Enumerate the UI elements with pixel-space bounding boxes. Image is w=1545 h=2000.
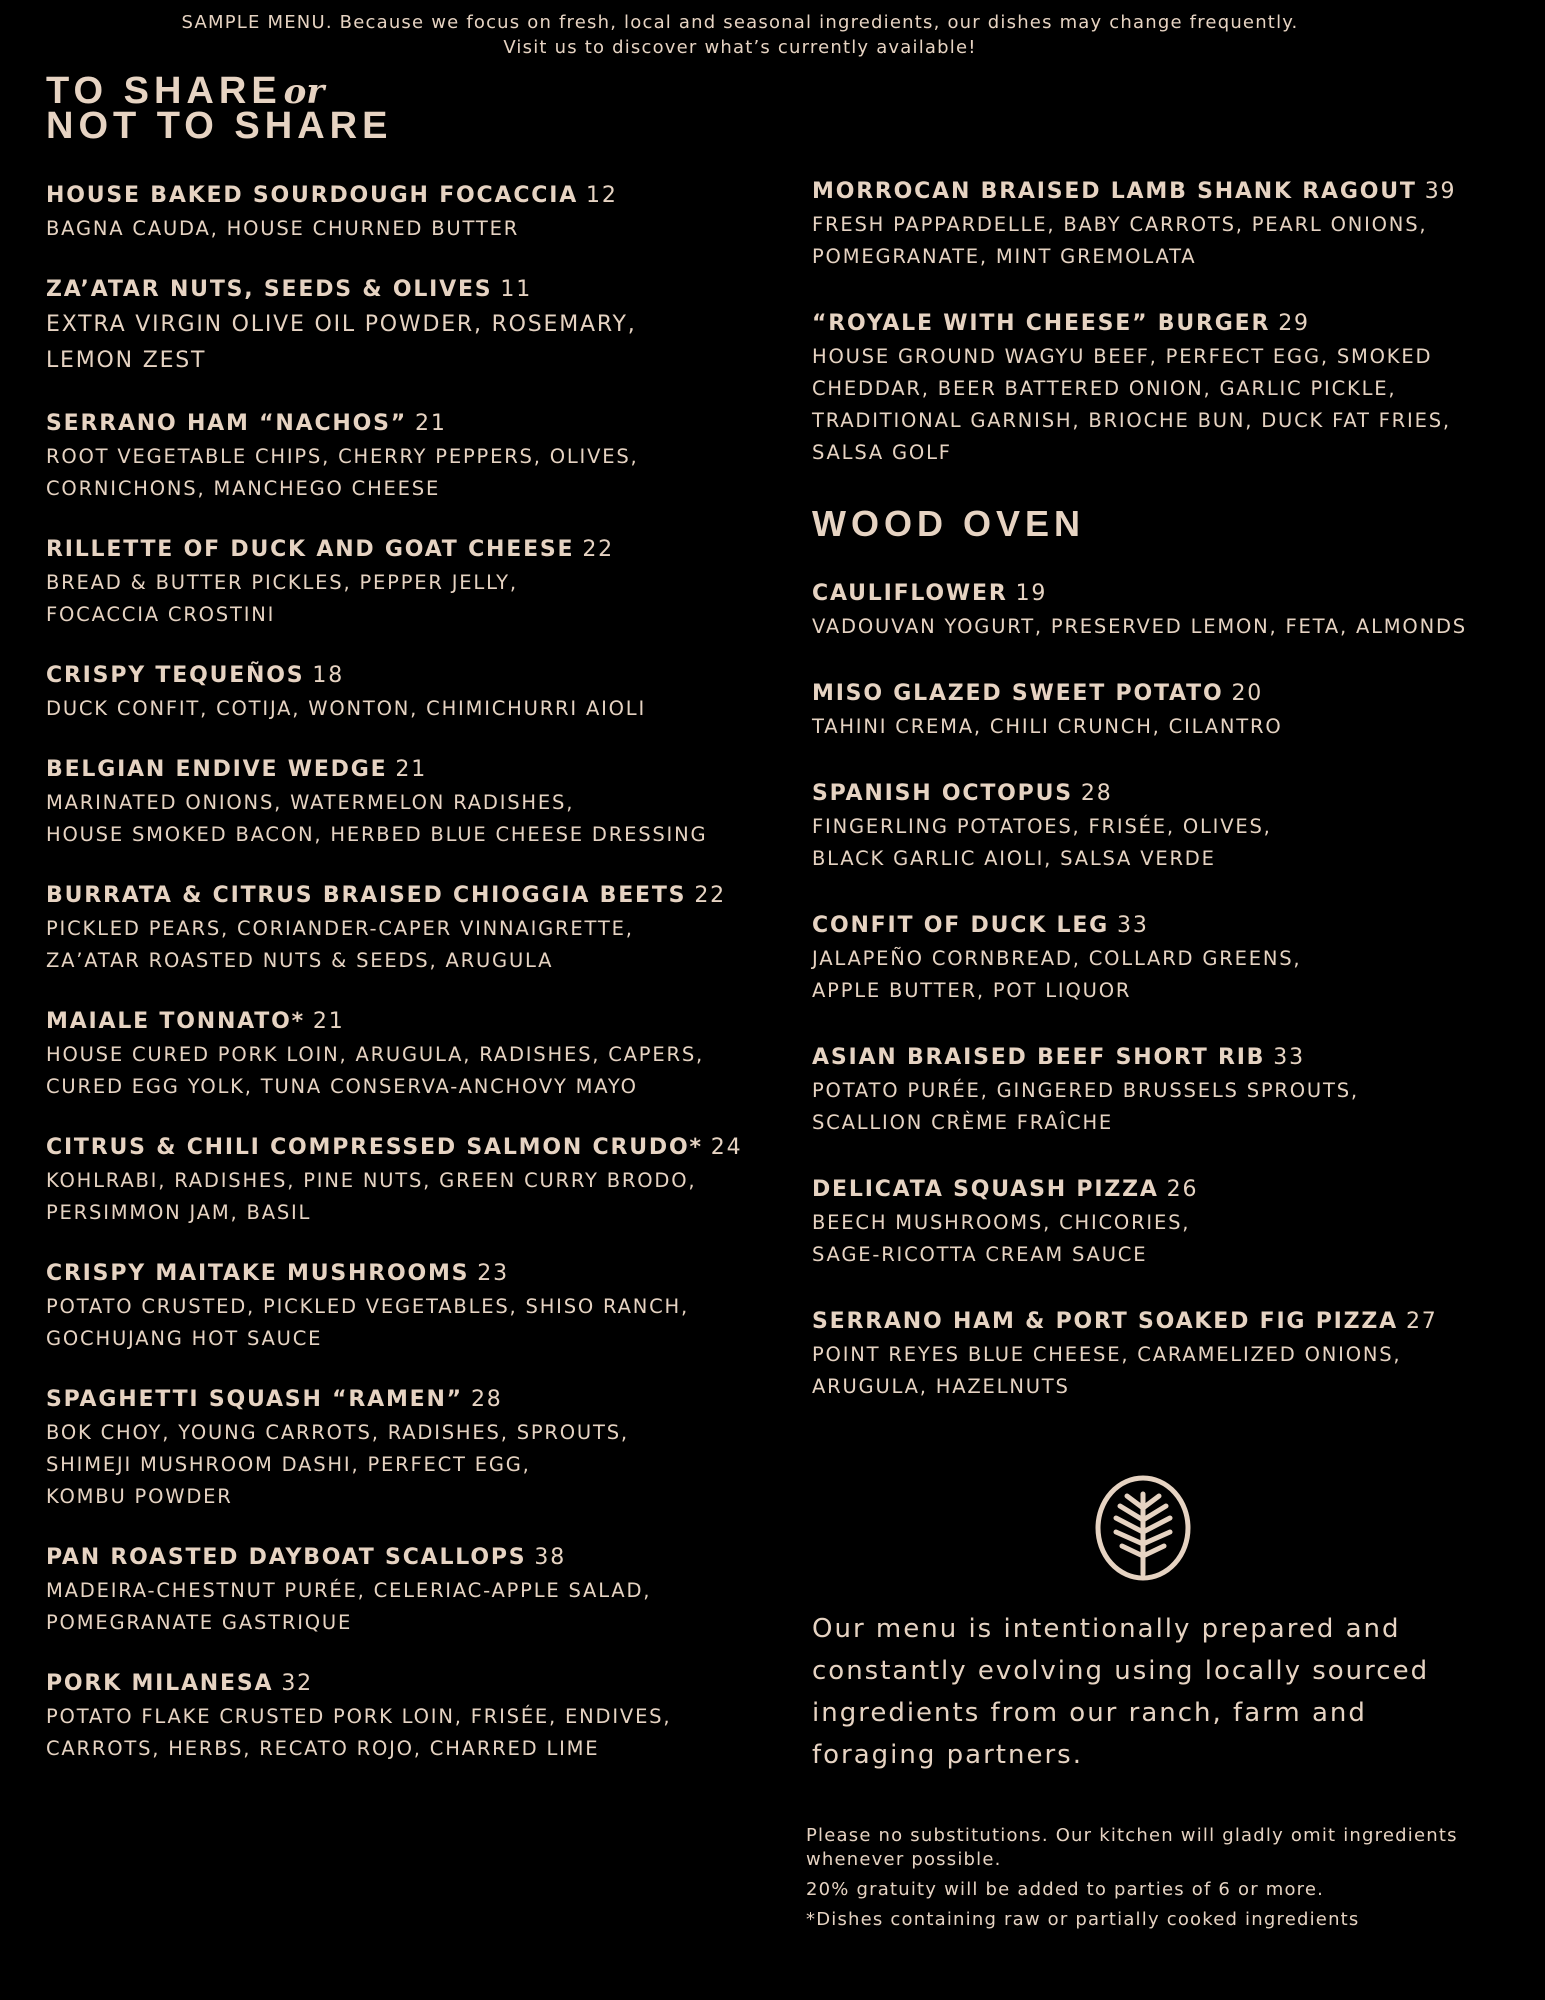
section-title-to-share bbox=[46, 70, 393, 147]
dish-price: 38 bbox=[534, 1545, 567, 1570]
description-line: APPLE BUTTER, POT LIQUOR bbox=[812, 979, 1132, 1002]
menu-item bbox=[46, 1005, 746, 1103]
dish-description bbox=[46, 1417, 746, 1513]
menu-item bbox=[46, 879, 746, 977]
title-or: or bbox=[283, 72, 325, 112]
description-line: CARROTS, HERBS, RECATO ROJO, CHARRED LIME bbox=[46, 1737, 600, 1760]
dish-name bbox=[46, 533, 746, 567]
mains-column bbox=[812, 175, 1512, 1437]
dish-price: 33 bbox=[1273, 1045, 1305, 1070]
dish-name bbox=[812, 1173, 1512, 1207]
dish-name bbox=[46, 1541, 746, 1575]
dish-description bbox=[46, 913, 746, 977]
dish-name bbox=[812, 909, 1512, 943]
dish-description bbox=[812, 711, 1512, 743]
description-line: BOK CHOY, YOUNG CARROTS, RADISHES, SPROUTS, bbox=[46, 1421, 629, 1444]
menu-item bbox=[812, 307, 1512, 469]
description-line: SALSA GOLF bbox=[812, 441, 952, 464]
fine-print bbox=[806, 1824, 1506, 1938]
dish-description bbox=[812, 341, 1512, 469]
dish-description bbox=[812, 209, 1512, 273]
tagline-line: Our menu is intentionally prepared and bbox=[812, 1614, 1401, 1644]
dish-description bbox=[812, 811, 1512, 875]
dish-description bbox=[812, 1075, 1512, 1139]
dish-description bbox=[46, 307, 746, 379]
dish-name bbox=[46, 879, 746, 913]
description-line: HOUSE SMOKED BACON, HERBED BLUE CHEESE DRESSING bbox=[46, 823, 708, 846]
dish-price: 26 bbox=[1166, 1177, 1199, 1202]
menu-item bbox=[812, 175, 1512, 273]
dish-description bbox=[46, 1575, 746, 1639]
dish-title: HOUSE BAKED SOURDOUGH FOCACCIA bbox=[46, 183, 579, 208]
wood-oven-heading: WOOD OVEN bbox=[812, 503, 1086, 544]
description-line: PICKLED PEARS, CORIANDER-CAPER VINNAIGRETTE, bbox=[46, 917, 634, 940]
menu-item bbox=[812, 577, 1512, 643]
dish-price: 28 bbox=[470, 1387, 503, 1412]
description-line: POINT REYES BLUE CHEESE, CARAMELIZED ONIONS, bbox=[812, 1343, 1402, 1366]
menu-tagline bbox=[812, 1608, 1452, 1776]
description-line: JALAPEÑO CORNBREAD, COLLARD GREENS, bbox=[812, 947, 1302, 970]
dish-title: CITRUS & CHILI COMPRESSED SALMON CRUDO* bbox=[46, 1135, 703, 1160]
description-line: FINGERLING POTATOES, FRISÉE, OLIVES, bbox=[812, 815, 1272, 838]
description-line: POTATO FLAKE CRUSTED PORK LOIN, FRISÉE, ENDIVES, bbox=[46, 1705, 672, 1728]
dish-description bbox=[812, 1207, 1512, 1271]
dish-description bbox=[46, 1039, 746, 1103]
dish-name bbox=[812, 1305, 1512, 1339]
dish-price: 19 bbox=[1015, 581, 1048, 606]
dish-name bbox=[46, 753, 746, 787]
menu-item bbox=[46, 533, 746, 631]
menu-item bbox=[812, 1173, 1512, 1271]
dish-title: SPAGHETTI SQUASH “RAMEN” bbox=[46, 1387, 463, 1412]
description-line: POMEGRANATE GASTRIQUE bbox=[46, 1611, 353, 1634]
description-line: SHIMEJI MUSHROOM DASHI, PERFECT EGG, bbox=[46, 1453, 531, 1476]
menu-item bbox=[46, 1383, 746, 1513]
title-part-2: NOT TO SHARE bbox=[46, 105, 393, 147]
dish-title: “ROYALE WITH CHEESE” BURGER bbox=[812, 311, 1271, 336]
dish-name bbox=[46, 659, 746, 693]
menu-item bbox=[46, 407, 746, 505]
description-line: SAGE-RICOTTA CREAM SAUCE bbox=[812, 1243, 1148, 1266]
menu-item bbox=[46, 179, 746, 245]
menu-item bbox=[46, 1541, 746, 1639]
description-line: GOCHUJANG HOT SAUCE bbox=[46, 1327, 323, 1350]
dish-title: SERRANO HAM “NACHOS” bbox=[46, 411, 408, 436]
description-line: ARUGULA, HAZELNUTS bbox=[812, 1375, 1070, 1398]
menu-item bbox=[812, 677, 1512, 743]
dish-name bbox=[812, 175, 1512, 209]
dish-price: 18 bbox=[312, 663, 345, 688]
dish-price: 22 bbox=[582, 537, 614, 562]
dish-name bbox=[812, 307, 1512, 341]
dish-description bbox=[46, 693, 746, 725]
description-line: CURED EGG YOLK, TUNA CONSERVA-ANCHOVY MAYO bbox=[46, 1075, 638, 1098]
dish-description bbox=[46, 567, 746, 631]
description-line: POTATO CRUSTED, PICKLED VEGETABLES, SHISO RANCH, bbox=[46, 1295, 690, 1318]
dish-title: SPANISH OCTOPUS bbox=[812, 781, 1073, 806]
dish-price: 28 bbox=[1080, 781, 1113, 806]
dish-description bbox=[812, 943, 1512, 1007]
dish-title: MORROCAN BRAISED LAMB SHANK RAGOUT bbox=[812, 179, 1417, 204]
dish-title: CAULIFLOWER bbox=[812, 581, 1008, 606]
dish-price: 12 bbox=[586, 183, 618, 208]
dish-name bbox=[812, 677, 1512, 711]
dish-title: PAN ROASTED DAYBOAT SCALLOPS bbox=[46, 1545, 527, 1570]
menu-item bbox=[46, 1667, 746, 1765]
dish-description bbox=[46, 1701, 746, 1765]
dish-name bbox=[46, 273, 746, 307]
description-line: EXTRA VIRGIN OLIVE OIL POWDER, ROSEMARY, bbox=[46, 312, 637, 337]
dish-name bbox=[46, 1667, 746, 1701]
substitutions-note: Please no substitutions. Our kitchen will gladly omit ingredients whenever possible. bbox=[806, 1825, 1458, 1870]
description-line: KOHLRABI, RADISHES, PINE NUTS, GREEN CURRY BRODO, bbox=[46, 1169, 697, 1192]
menu-item bbox=[812, 909, 1512, 1007]
dish-price: 39 bbox=[1424, 179, 1457, 204]
tagline-line: constantly evolving using locally sourced bbox=[812, 1656, 1430, 1686]
raw-ingredients-note: *Dishes containing raw or partially cooked ingredients bbox=[806, 1909, 1360, 1930]
description-line: DUCK CONFIT, COTIJA, WONTON, CHIMICHURRI AIOLI bbox=[46, 697, 647, 720]
description-line: ZA’ATAR ROASTED NUTS & SEEDS, ARUGULA bbox=[46, 949, 554, 972]
tagline-line: ingredients from our ranch, farm and bbox=[812, 1698, 1367, 1728]
description-line: BAGNA CAUDA, HOUSE CHURNED BUTTER bbox=[46, 217, 520, 240]
description-line: MADEIRA-CHESTNUT PURÉE, CELERIAC-APPLE SALAD, bbox=[46, 1579, 652, 1602]
dish-title: CONFIT OF DUCK LEG bbox=[812, 913, 1110, 938]
dish-description bbox=[46, 213, 746, 245]
dish-price: 11 bbox=[500, 277, 533, 302]
dish-description bbox=[46, 1165, 746, 1229]
menu-item bbox=[812, 1041, 1512, 1139]
notice-line-1: SAMPLE MENU. Because we focus on fresh, local and seasonal ingredients, our dishes may change frequently. bbox=[181, 12, 1299, 33]
description-line: CORNICHONS, MANCHEGO CHEESE bbox=[46, 477, 441, 500]
description-line: ROOT VEGETABLE CHIPS, CHERRY PEPPERS, OLIVES, bbox=[46, 445, 639, 468]
dish-title: ZA’ATAR NUTS, SEEDS & OLIVES bbox=[46, 277, 493, 302]
dish-name bbox=[812, 577, 1512, 611]
tagline-line: foraging partners. bbox=[812, 1740, 1083, 1770]
dish-name bbox=[46, 407, 746, 441]
dish-title: CRISPY TEQUEÑOS bbox=[46, 663, 305, 688]
description-line: LEMON ZEST bbox=[46, 348, 207, 373]
dish-title: ASIAN BRAISED BEEF SHORT RIB bbox=[812, 1045, 1266, 1070]
description-line: FOCACCIA CROSTINI bbox=[46, 603, 276, 626]
dish-description bbox=[812, 611, 1512, 643]
dish-title: BELGIAN ENDIVE WEDGE bbox=[46, 757, 388, 782]
mains-list bbox=[812, 175, 1512, 469]
description-line: BLACK GARLIC AIOLI, SALSA VERDE bbox=[812, 847, 1216, 870]
dish-price: 32 bbox=[281, 1671, 313, 1696]
dish-price: 21 bbox=[415, 411, 447, 436]
sample-menu-notice bbox=[0, 10, 1480, 60]
description-line: CHEDDAR, BEER BATTERED ONION, GARLIC PICKLE, bbox=[812, 377, 1397, 400]
menu-item bbox=[812, 777, 1512, 875]
description-line: HOUSE CURED PORK LOIN, ARUGULA, RADISHES, CAPERS, bbox=[46, 1043, 705, 1066]
dish-name bbox=[46, 1131, 746, 1165]
dish-description bbox=[46, 1291, 746, 1355]
dish-price: 21 bbox=[312, 1009, 345, 1034]
description-line: POTATO PURÉE, GINGERED BRUSSELS SPROUTS, bbox=[812, 1079, 1359, 1102]
description-line: POMEGRANATE, MINT GREMOLATA bbox=[812, 245, 1197, 268]
dish-description bbox=[46, 441, 746, 505]
description-line: MARINATED ONIONS, WATERMELON RADISHES, bbox=[46, 791, 575, 814]
dish-name bbox=[46, 1257, 746, 1291]
dish-name bbox=[812, 777, 1512, 811]
share-column bbox=[46, 179, 746, 1793]
dish-title: RILLETTE OF DUCK AND GOAT CHEESE bbox=[46, 537, 575, 562]
dish-title: MAIALE TONNATO* bbox=[46, 1009, 305, 1034]
description-line: PERSIMMON JAM, BASIL bbox=[46, 1201, 312, 1224]
dish-price: 29 bbox=[1278, 311, 1310, 336]
description-line: KOMBU POWDER bbox=[46, 1485, 233, 1508]
dish-name bbox=[46, 1005, 746, 1039]
dish-title: BURRATA & CITRUS BRAISED CHIOGGIA BEETS bbox=[46, 883, 687, 908]
description-line: BREAD & BUTTER PICKLES, PEPPER JELLY, bbox=[46, 571, 518, 594]
dish-price: 22 bbox=[694, 883, 726, 908]
dish-description bbox=[46, 787, 746, 851]
menu-item bbox=[46, 1131, 746, 1229]
dish-name bbox=[812, 1041, 1512, 1075]
description-line: BEECH MUSHROOMS, CHICORIES, bbox=[812, 1211, 1191, 1234]
description-line: FRESH PAPPARDELLE, BABY CARROTS, PEARL ONIONS, bbox=[812, 213, 1428, 236]
dish-name bbox=[46, 179, 746, 213]
leaf-icon bbox=[1094, 1474, 1192, 1582]
menu-item bbox=[46, 659, 746, 725]
description-line: HOUSE GROUND WAGYU BEEF, PERFECT EGG, SMOKED bbox=[812, 345, 1433, 368]
menu-item bbox=[46, 273, 746, 379]
wood-oven-list bbox=[812, 577, 1512, 1403]
description-line: TRADITIONAL GARNISH, BRIOCHE BUN, DUCK FAT FRIES, bbox=[812, 409, 1451, 432]
dish-price: 33 bbox=[1117, 913, 1149, 938]
title-part-1: TO SHARE bbox=[46, 70, 282, 112]
dish-price: 21 bbox=[395, 757, 428, 782]
dish-title: MISO GLAZED SWEET POTATO bbox=[812, 681, 1224, 706]
dish-price: 23 bbox=[477, 1261, 509, 1286]
menu-item bbox=[812, 1305, 1512, 1403]
gratuity-note: 20% gratuity will be added to parties of 6 or more. bbox=[806, 1879, 1325, 1900]
description-line: SCALLION CRÈME FRAÎCHE bbox=[812, 1111, 1114, 1134]
dish-price: 20 bbox=[1231, 681, 1264, 706]
menu-item bbox=[46, 753, 746, 851]
menu-item bbox=[46, 1257, 746, 1355]
dish-price: 27 bbox=[1405, 1309, 1438, 1334]
description-line: VADOUVAN YOGURT, PRESERVED LEMON, FETA, ALMONDS bbox=[812, 615, 1467, 638]
dish-name bbox=[46, 1383, 746, 1417]
dish-title: DELICATA SQUASH PIZZA bbox=[812, 1177, 1159, 1202]
description-line: TAHINI CREMA, CHILI CRUNCH, CILANTRO bbox=[812, 715, 1283, 738]
dish-title: CRISPY MAITAKE MUSHROOMS bbox=[46, 1261, 470, 1286]
dish-title: SERRANO HAM & PORT SOAKED FIG PIZZA bbox=[812, 1309, 1398, 1334]
dish-description bbox=[812, 1339, 1512, 1403]
notice-line-2: Visit us to discover what’s currently available! bbox=[503, 37, 977, 58]
dish-price: 24 bbox=[710, 1135, 743, 1160]
dish-title: PORK MILANESA bbox=[46, 1671, 274, 1696]
